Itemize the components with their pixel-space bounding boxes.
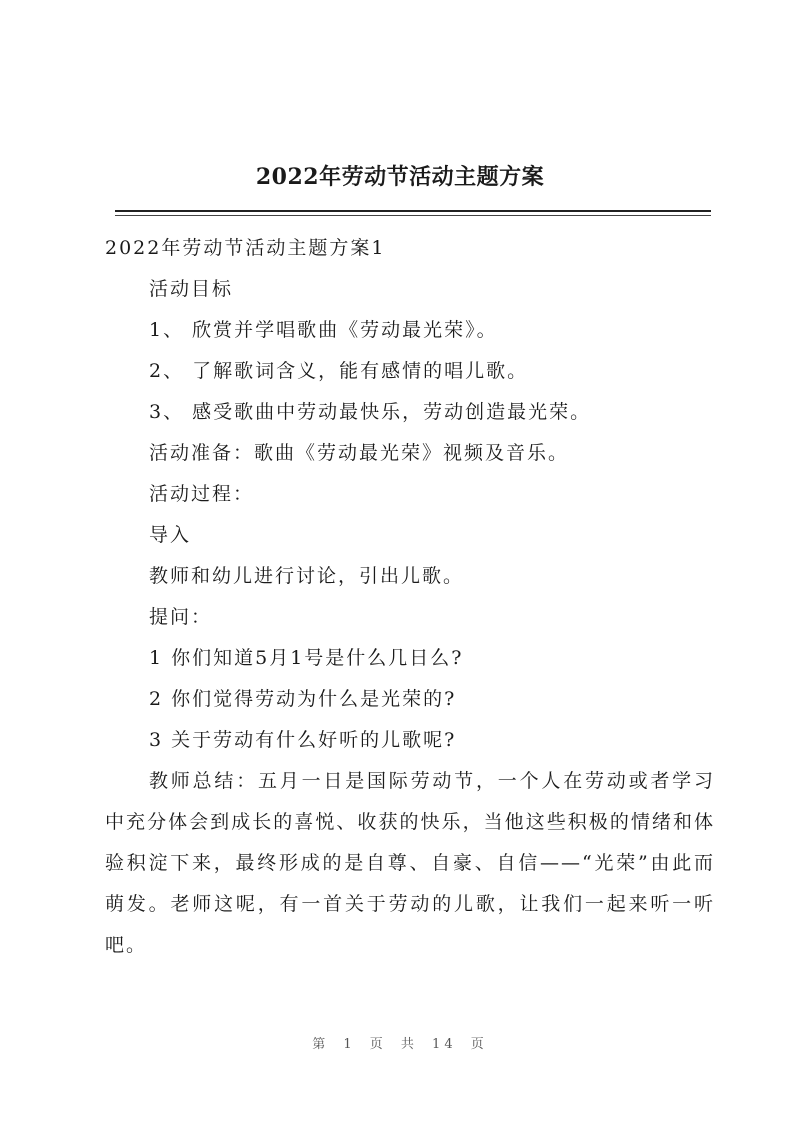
- body-line: 2 你们觉得劳动为什么是光荣的?: [149, 688, 457, 710]
- section-heading: 2022年劳动节活动主题方案1: [105, 237, 386, 259]
- body-line: 活动过程：: [149, 483, 255, 505]
- title-divider-thin: [115, 215, 711, 216]
- body-line: 1 你们知道5月1号是什么几日么?: [149, 647, 464, 669]
- page-title: 2022年劳动节活动主题方案: [255, 164, 545, 190]
- body-line: 3、 感受歌曲中劳动最快乐，劳动创造最光荣。: [149, 401, 592, 423]
- body-line: 活动目标: [149, 278, 234, 300]
- closing-paragraph: 教师总结：五月一日是国际劳动节，一个人在劳动或者学习中充分体会到成长的喜悦、收获的快乐，当他这些积极的情绪和体验积淀下来，最终形成的是自尊、自豪、自信——“光荣”由此而萌发。老师这呢，有一首关于劳动的儿歌，让我们一起来听一听吧。: [105, 770, 715, 956]
- body-line: 3 关于劳动有什么好听的儿歌呢?: [149, 729, 457, 751]
- body-line: 活动准备：歌曲《劳动最光荣》视频及音乐。: [149, 442, 570, 464]
- body-line: 提问：: [149, 606, 213, 628]
- page-footer: 第 1 页 共 14 页: [312, 1037, 488, 1052]
- body-line: 教师和幼儿进行讨论，引出儿歌。: [149, 565, 465, 587]
- body-line: 1、 欣赏并学唱歌曲《劳动最光荣》。: [149, 319, 498, 341]
- body-line: 2、 了解歌词含义，能有感情的唱儿歌。: [149, 360, 529, 382]
- body-line: 导入: [149, 524, 192, 546]
- document-body: [105, 228, 715, 966]
- title-divider: [115, 210, 711, 212]
